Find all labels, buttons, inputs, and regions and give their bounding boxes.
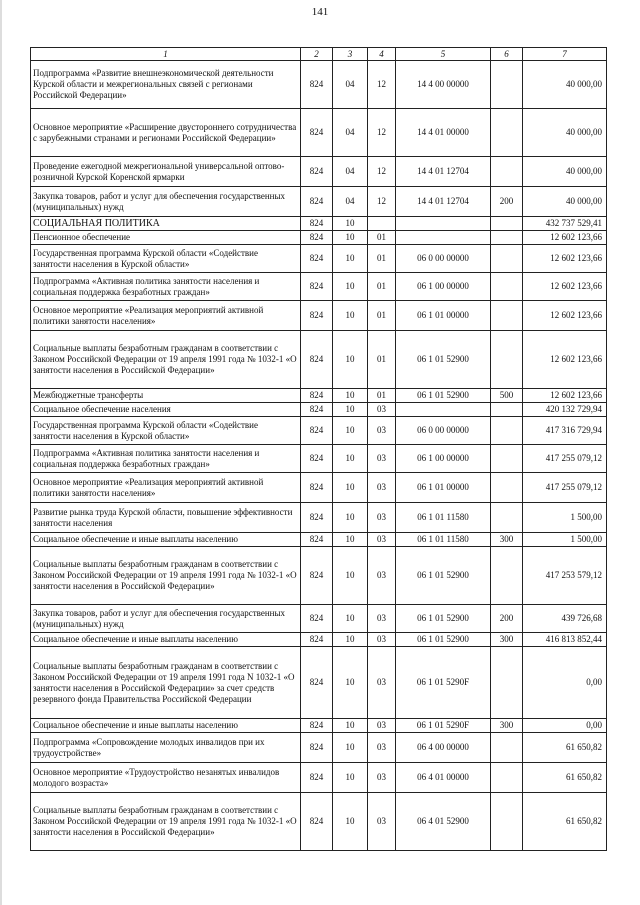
- budget-table: [30, 47, 607, 851]
- row-name: Социальные выплаты безработным гражданам в соответствии с Законом Российской Федерации от 19 апреля 1991 года № 1032-1 «О занятости населения в Российской Федерации»: [31, 547, 301, 605]
- row-ministry-code: 824: [301, 763, 333, 793]
- row-name: Социальные выплаты безработным гражданам в соответствии с Законом Российской Федерации от 19 апреля 1991 года № 1032-1 «О занятости населения в Российской Федерации»: [31, 331, 301, 389]
- row-subsection-code: 03: [368, 633, 396, 647]
- row-target-article: 06 1 01 52900: [396, 331, 491, 389]
- scan-edge: [0, 0, 2, 905]
- row-expense-type: [491, 331, 523, 389]
- row-name: Социальное обеспечение и иные выплаты населению: [31, 533, 301, 547]
- row-amount: 61 650,82: [523, 763, 607, 793]
- row-subsection-code: 03: [368, 417, 396, 445]
- row-ministry-code: 824: [301, 187, 333, 217]
- row-ministry-code: 824: [301, 719, 333, 733]
- row-subsection-code: 03: [368, 503, 396, 533]
- row-subsection-code: 03: [368, 605, 396, 633]
- row-target-article: 06 0 00 00000: [396, 245, 491, 273]
- row-name: Межбюджетные трансферты: [31, 389, 301, 403]
- row-expense-type: 200: [491, 187, 523, 217]
- table-row: [31, 633, 607, 647]
- row-subsection-code: 01: [368, 231, 396, 245]
- row-target-article: 06 1 01 52900: [396, 547, 491, 605]
- row-ministry-code: 824: [301, 157, 333, 187]
- table-row: [31, 503, 607, 533]
- row-ministry-code: 824: [301, 389, 333, 403]
- row-target-article: 06 1 01 5290F: [396, 647, 491, 719]
- row-name: СОЦИАЛЬНАЯ ПОЛИТИКА: [31, 217, 301, 231]
- row-section-code: 10: [333, 389, 368, 403]
- row-subsection-code: 03: [368, 473, 396, 503]
- row-amount: 40 000,00: [523, 187, 607, 217]
- row-name: Подпрограмма «Активная политика занятости населения и социальная поддержка безработных граждан»: [31, 445, 301, 473]
- row-subsection-code: 03: [368, 533, 396, 547]
- row-target-article: 06 4 01 00000: [396, 763, 491, 793]
- row-name: Подпрограмма «Сопровождение молодых инвалидов при их трудоустройстве»: [31, 733, 301, 763]
- row-section-code: 10: [333, 273, 368, 301]
- row-expense-type: [491, 157, 523, 187]
- row-target-article: [396, 217, 491, 231]
- table-row: [31, 109, 607, 157]
- row-subsection-code: 12: [368, 187, 396, 217]
- row-subsection-code: 12: [368, 109, 396, 157]
- row-name: Социальные выплаты безработным гражданам в соответствии с Законом Российской Федерации от 19 апреля 1991 года N 1032-1 «О занятости населения в Российской Федерации» за счет средств резервного фонда Правительства Российской Федерации: [31, 647, 301, 719]
- row-ministry-code: 824: [301, 331, 333, 389]
- table-row: [31, 533, 607, 547]
- row-expense-type: [491, 793, 523, 851]
- row-section-code: 10: [333, 547, 368, 605]
- row-ministry-code: 824: [301, 301, 333, 331]
- row-ministry-code: 824: [301, 403, 333, 417]
- row-ministry-code: 824: [301, 109, 333, 157]
- row-section-code: 10: [333, 533, 368, 547]
- table-row: [31, 231, 607, 245]
- row-subsection-code: 03: [368, 733, 396, 763]
- row-ministry-code: 824: [301, 533, 333, 547]
- row-section-code: 10: [333, 417, 368, 445]
- row-amount: 12 602 123,66: [523, 301, 607, 331]
- row-section-code: 10: [333, 763, 368, 793]
- table-row: [31, 417, 607, 445]
- row-target-article: 14 4 01 12704: [396, 157, 491, 187]
- row-section-code: 10: [333, 633, 368, 647]
- row-amount: 1 500,00: [523, 533, 607, 547]
- row-expense-type: 300: [491, 633, 523, 647]
- row-amount: 420 132 729,94: [523, 403, 607, 417]
- table-row: [31, 445, 607, 473]
- row-amount: 0,00: [523, 719, 607, 733]
- row-target-article: 14 4 01 12704: [396, 187, 491, 217]
- row-section-code: 10: [333, 473, 368, 503]
- row-name: Государственная программа Курской области «Содействие занятости населения в Курской области»: [31, 245, 301, 273]
- row-section-code: 10: [333, 217, 368, 231]
- row-section-code: 10: [333, 605, 368, 633]
- row-ministry-code: 824: [301, 231, 333, 245]
- row-target-article: 06 1 01 52900: [396, 605, 491, 633]
- row-subsection-code: 12: [368, 61, 396, 109]
- row-amount: 40 000,00: [523, 61, 607, 109]
- row-amount: 417 316 729,94: [523, 417, 607, 445]
- row-section-code: 10: [333, 331, 368, 389]
- row-section-code: 10: [333, 647, 368, 719]
- row-target-article: 06 1 01 5290F: [396, 719, 491, 733]
- row-expense-type: [491, 763, 523, 793]
- table-row: [31, 245, 607, 273]
- row-ministry-code: 824: [301, 547, 333, 605]
- table-row: [31, 605, 607, 633]
- row-expense-type: 200: [491, 605, 523, 633]
- row-expense-type: [491, 733, 523, 763]
- row-amount: 61 650,82: [523, 793, 607, 851]
- row-target-article: 06 1 00 00000: [396, 445, 491, 473]
- row-amount: 40 000,00: [523, 157, 607, 187]
- table-row: [31, 273, 607, 301]
- row-target-article: 06 1 01 00000: [396, 473, 491, 503]
- row-ministry-code: 824: [301, 633, 333, 647]
- header-col-6: 6: [491, 48, 523, 61]
- row-expense-type: [491, 231, 523, 245]
- row-ministry-code: 824: [301, 273, 333, 301]
- table-row: [31, 763, 607, 793]
- row-subsection-code: 01: [368, 273, 396, 301]
- row-subsection-code: 03: [368, 547, 396, 605]
- row-name: Социальное обеспечение и иные выплаты населению: [31, 719, 301, 733]
- row-subsection-code: 01: [368, 389, 396, 403]
- row-amount: 1 500,00: [523, 503, 607, 533]
- table-row: [31, 547, 607, 605]
- row-section-code: 10: [333, 445, 368, 473]
- row-target-article: 06 1 00 00000: [396, 273, 491, 301]
- row-ministry-code: 824: [301, 503, 333, 533]
- row-name: Основное мероприятие «Реализация мероприятий активной политики занятости населения»: [31, 473, 301, 503]
- header-col-1: 1: [31, 48, 301, 61]
- table-row: [31, 389, 607, 403]
- row-subsection-code: 12: [368, 157, 396, 187]
- row-section-code: 10: [333, 231, 368, 245]
- table-row: [31, 647, 607, 719]
- header-col-4: 4: [368, 48, 396, 61]
- row-expense-type: [491, 109, 523, 157]
- row-target-article: 06 1 01 52900: [396, 389, 491, 403]
- header-col-3: 3: [333, 48, 368, 61]
- row-target-article: [396, 403, 491, 417]
- row-subsection-code: 03: [368, 647, 396, 719]
- table-row: [31, 61, 607, 109]
- row-amount: 12 602 123,66: [523, 245, 607, 273]
- row-amount: 61 650,82: [523, 733, 607, 763]
- row-expense-type: [491, 403, 523, 417]
- row-amount: 12 602 123,66: [523, 273, 607, 301]
- row-name: Развитие рынка труда Курской области, повышение эффективности занятости населения: [31, 503, 301, 533]
- row-ministry-code: 824: [301, 445, 333, 473]
- row-section-code: 10: [333, 301, 368, 331]
- table-row: [31, 157, 607, 187]
- row-expense-type: 300: [491, 533, 523, 547]
- row-amount: 0,00: [523, 647, 607, 719]
- row-amount: 432 737 529,41: [523, 217, 607, 231]
- row-amount: 12 602 123,66: [523, 331, 607, 389]
- row-amount: 40 000,00: [523, 109, 607, 157]
- row-subsection-code: 01: [368, 331, 396, 389]
- header-col-2: 2: [301, 48, 333, 61]
- row-amount: 417 253 579,12: [523, 547, 607, 605]
- row-amount: 12 602 123,66: [523, 389, 607, 403]
- row-expense-type: [491, 417, 523, 445]
- row-target-article: 06 1 01 11580: [396, 503, 491, 533]
- table-row: [31, 733, 607, 763]
- row-name: Подпрограмма «Развитие внешнеэкономической деятельности Курской области и межрегиональных связей с регионами Российской Федерации»: [31, 61, 301, 109]
- row-target-article: [396, 231, 491, 245]
- row-expense-type: [491, 273, 523, 301]
- row-section-code: 10: [333, 245, 368, 273]
- row-name: Закупка товаров, работ и услуг для обеспечения государственных (муниципальных) нужд: [31, 187, 301, 217]
- row-amount: 417 255 079,12: [523, 445, 607, 473]
- row-subsection-code: [368, 217, 396, 231]
- row-target-article: 06 4 01 52900: [396, 793, 491, 851]
- row-expense-type: 300: [491, 719, 523, 733]
- table-row: [31, 403, 607, 417]
- row-subsection-code: 01: [368, 301, 396, 331]
- row-section-code: 04: [333, 61, 368, 109]
- row-target-article: 06 4 00 00000: [396, 733, 491, 763]
- row-name: Пенсионное обеспечение: [31, 231, 301, 245]
- table-row: [31, 301, 607, 331]
- row-name: Закупка товаров, работ и услуг для обеспечения государственных (муниципальных) нужд: [31, 605, 301, 633]
- row-ministry-code: 824: [301, 647, 333, 719]
- row-amount: 12 602 123,66: [523, 231, 607, 245]
- row-name: Социальное обеспечение населения: [31, 403, 301, 417]
- row-expense-type: [491, 61, 523, 109]
- row-ministry-code: 824: [301, 793, 333, 851]
- table-row: [31, 473, 607, 503]
- row-section-code: 10: [333, 403, 368, 417]
- row-name: Подпрограмма «Активная политика занятости населения и социальная поддержка безработных граждан»: [31, 273, 301, 301]
- row-ministry-code: 824: [301, 61, 333, 109]
- row-section-code: 10: [333, 719, 368, 733]
- row-target-article: 06 0 00 00000: [396, 417, 491, 445]
- table-header-row: [31, 48, 607, 61]
- row-target-article: 14 4 01 00000: [396, 109, 491, 157]
- row-expense-type: [491, 301, 523, 331]
- row-expense-type: [491, 445, 523, 473]
- row-expense-type: [491, 547, 523, 605]
- row-name: Социальное обеспечение и иные выплаты населению: [31, 633, 301, 647]
- row-target-article: 14 4 00 00000: [396, 61, 491, 109]
- row-subsection-code: 03: [368, 719, 396, 733]
- row-ministry-code: 824: [301, 733, 333, 763]
- row-expense-type: [491, 503, 523, 533]
- row-ministry-code: 824: [301, 473, 333, 503]
- row-subsection-code: 03: [368, 763, 396, 793]
- row-section-code: 10: [333, 733, 368, 763]
- table-row: [31, 331, 607, 389]
- table-row: [31, 719, 607, 733]
- header-col-7: 7: [523, 48, 607, 61]
- row-section-code: 04: [333, 109, 368, 157]
- row-name: Основное мероприятие «Трудоустройство незанятых инвалидов молодого возраста»: [31, 763, 301, 793]
- row-name: Государственная программа Курской области «Содействие занятости населения в Курской области»: [31, 417, 301, 445]
- row-expense-type: [491, 217, 523, 231]
- row-subsection-code: 03: [368, 793, 396, 851]
- row-subsection-code: 03: [368, 445, 396, 473]
- row-ministry-code: 824: [301, 217, 333, 231]
- table-row: [31, 217, 607, 231]
- row-section-code: 10: [333, 793, 368, 851]
- row-name: Основное мероприятие «Реализация мероприятий активной политики занятости населения»: [31, 301, 301, 331]
- page-number: 141: [311, 6, 329, 18]
- row-name: Основное мероприятие «Расширение двустороннего сотрудничества с зарубежными странами и регионами Российской Федерации»: [31, 109, 301, 157]
- row-amount: 439 726,68: [523, 605, 607, 633]
- row-amount: 417 255 079,12: [523, 473, 607, 503]
- row-ministry-code: 824: [301, 245, 333, 273]
- row-section-code: 04: [333, 187, 368, 217]
- row-target-article: 06 1 01 00000: [396, 301, 491, 331]
- row-expense-type: [491, 245, 523, 273]
- row-target-article: 06 1 01 11580: [396, 533, 491, 547]
- row-section-code: 04: [333, 157, 368, 187]
- table-row: [31, 187, 607, 217]
- row-name: Социальные выплаты безработным гражданам в соответствии с Законом Российской Федерации от 19 апреля 1991 года № 1032-1 «О занятости населения в Российской Федерации»: [31, 793, 301, 851]
- row-amount: 416 813 852,44: [523, 633, 607, 647]
- row-subsection-code: 01: [368, 245, 396, 273]
- row-section-code: 10: [333, 503, 368, 533]
- table-row: [31, 793, 607, 851]
- row-expense-type: [491, 647, 523, 719]
- row-target-article: 06 1 01 52900: [396, 633, 491, 647]
- row-expense-type: 500: [491, 389, 523, 403]
- row-name: Проведение ежегодной межрегиональной универсальной оптово-розничной Курской Коренской ярмарки: [31, 157, 301, 187]
- row-ministry-code: 824: [301, 605, 333, 633]
- row-ministry-code: 824: [301, 417, 333, 445]
- header-col-5: 5: [396, 48, 491, 61]
- row-expense-type: [491, 473, 523, 503]
- row-subsection-code: 03: [368, 403, 396, 417]
